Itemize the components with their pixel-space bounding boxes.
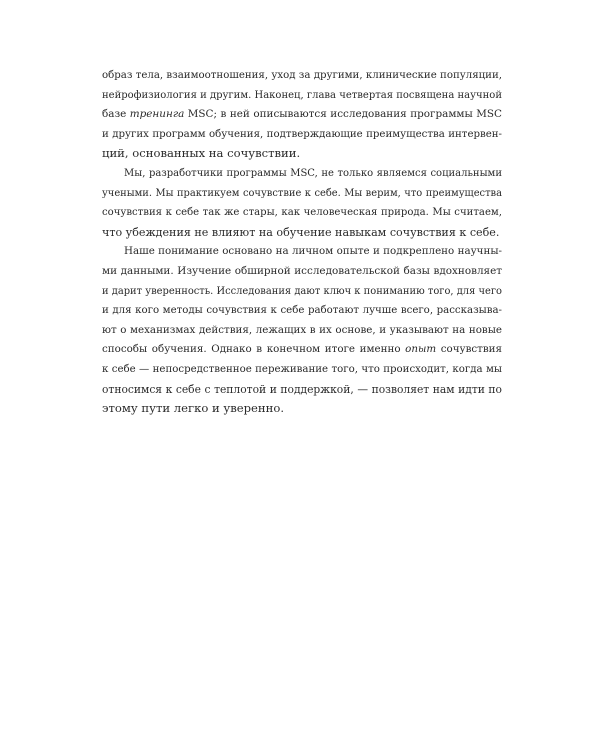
paragraph-1 — [102, 66, 502, 164]
text-line: и других программ обучения, подтверждающие преимущества интервен- — [102, 128, 502, 140]
text-line: образ тела, взаимоотношения, уход за другими, клинические популяции, — [102, 70, 502, 81]
paragraph-3 — [102, 242, 502, 418]
text-line: сочувствия к себе так же стары, как человеческая природа. Мы считаем, — [102, 207, 502, 219]
paragraph-2 — [102, 164, 502, 242]
text-line: Мы, разработчики программы MSC, не только являемся социальными — [124, 167, 502, 179]
text-line: к себе — непосредственное переживание того, что происходит, когда мы — [102, 363, 502, 375]
text-line: и для кого методы сочувствия к себе работают лучше всего, рассказыва- — [102, 305, 502, 317]
text-line: относимся к себе с теплотой и поддержкой, — позволяет нам идти по — [102, 382, 502, 396]
body-text — [102, 66, 502, 419]
text-line: Наше понимание основано на личном опыте и подкреплено научны- — [124, 245, 502, 258]
text-line: нейрофизиология и другим. Наконец, глава четвертая посвящена научной — [102, 89, 502, 101]
text-line: учеными. Мы практикуем сочувствие к себе. Мы верим, что преимущества — [102, 187, 502, 199]
text-line: ют о механизмах действия, лежащих в их основе, и указывают на новые — [102, 323, 502, 336]
text-line: этому пути легко и уверенно. — [102, 401, 285, 416]
text-line: и дарит уверенность. Исследования дают ключ к пониманию того, для чего — [102, 285, 502, 297]
text-line: базе тренинга MSC; в ней описываются исследования программы MSC — [102, 108, 502, 121]
text-line: способы обучения. Однако в конечном итоге именно опыт сочувствия — [102, 343, 502, 356]
text-line: ми данными. Изучение обширной исследовательской базы вдохновляет — [102, 264, 502, 277]
text-line: ций, основанных на сочувствии. — [102, 146, 301, 161]
text-line: что убеждения не влияют на обучение навыкам сочувствия к себе. — [102, 225, 500, 239]
